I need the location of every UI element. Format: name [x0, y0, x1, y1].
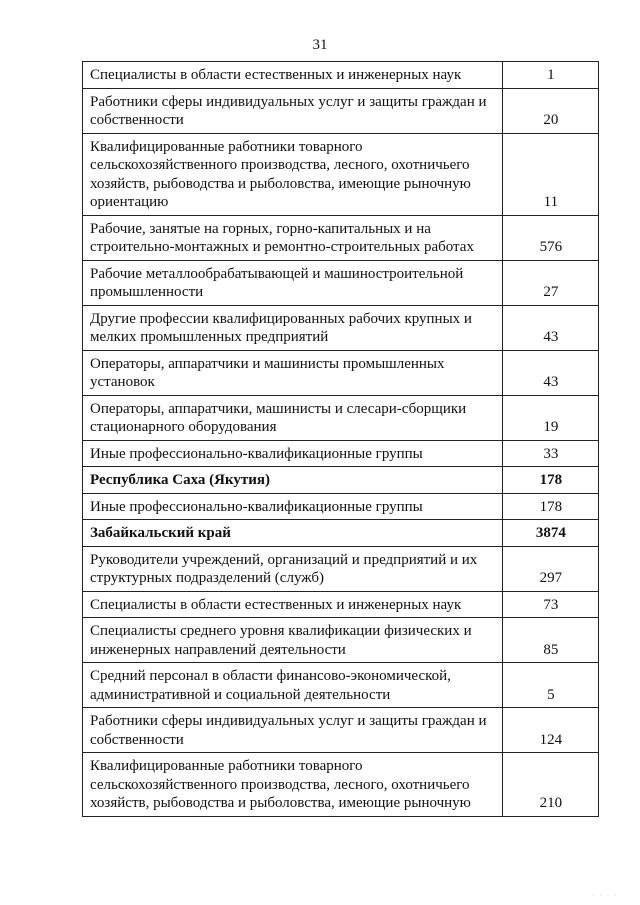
row-value-cell [502, 305, 598, 350]
row-label-cell [83, 350, 503, 395]
row-label-cell [83, 395, 503, 440]
occupation-group-label: Другие профессии квалифицированных рабочих крупных и мелких промышленных предприятий [90, 310, 472, 345]
occupation-count: 19 [543, 419, 559, 435]
row-value-cell [502, 618, 598, 663]
table-row [83, 591, 599, 618]
row-value-cell [502, 133, 598, 215]
occupation-count: 178 [539, 498, 563, 515]
occupation-group-label: Иные профессионально-квалификационные группы [90, 498, 423, 515]
occupation-count: 33 [543, 445, 559, 462]
occupation-group-label: Рабочие, занятые на горных, горно-капитальных и на строительно-монтажных и ремонтно-строительных работах [90, 220, 474, 255]
occupation-group-label: Иные профессионально-квалификационные группы [90, 445, 423, 462]
row-value-cell [502, 395, 598, 440]
occupation-count: 43 [543, 374, 559, 390]
occupation-count: 11 [543, 194, 559, 210]
row-label-cell [83, 546, 503, 591]
table-row [83, 215, 599, 260]
region-total: 178 [539, 472, 563, 488]
occupation-table [82, 61, 599, 817]
occupation-count: 576 [539, 239, 563, 255]
table-row [83, 440, 599, 467]
row-value-cell [502, 663, 598, 708]
occupation-group-label: Специалисты в области естественных и инженерных наук [90, 596, 462, 613]
row-label-cell [83, 493, 503, 520]
region-row [83, 467, 599, 494]
occupation-count: 297 [539, 570, 563, 586]
table-row [83, 395, 599, 440]
table-row [83, 305, 599, 350]
table-body [83, 62, 599, 817]
row-value-cell [502, 467, 598, 494]
table-row [83, 260, 599, 305]
row-label-cell [83, 591, 503, 618]
row-label-cell [83, 133, 503, 215]
row-label-cell [83, 708, 503, 753]
row-value-cell [502, 350, 598, 395]
table-row [83, 62, 599, 89]
region-total: 3874 [535, 525, 566, 541]
occupation-count: 27 [543, 284, 559, 300]
occupation-group-label: Средний персонал в области финансово-экономической, административной и социальной деятельности [90, 668, 451, 703]
row-label-cell [83, 305, 503, 350]
row-value-cell [502, 260, 598, 305]
occupation-count: 85 [543, 641, 559, 658]
row-value-cell [502, 753, 598, 817]
table-row [83, 546, 599, 591]
row-label-cell [83, 520, 503, 547]
row-label-cell [83, 663, 503, 708]
occupation-group-label: Работники сферы индивидуальных услуг и защиты граждан и собственности [90, 93, 487, 128]
occupation-group-label: Работники сферы индивидуальных услуг и защиты граждан и собственности [90, 713, 487, 748]
occupation-group-label: Операторы, аппаратчики, машинисты и слесари-сборщики стационарного оборудования [90, 400, 467, 435]
row-value-cell [502, 62, 598, 89]
row-value-cell [502, 546, 598, 591]
region-name: Забайкальский край [90, 525, 231, 541]
occupation-count: 43 [543, 329, 559, 345]
row-label-cell [83, 88, 503, 133]
row-value-cell [502, 591, 598, 618]
region-row [83, 520, 599, 547]
table-row [83, 88, 599, 133]
region-name: Республика Саха (Якутия) [90, 472, 271, 488]
row-value-cell [502, 440, 598, 467]
row-label-cell [83, 467, 503, 494]
row-label-cell [83, 440, 503, 467]
table-row [83, 618, 599, 663]
row-value-cell [502, 708, 598, 753]
scan-specks: · · · · [592, 893, 619, 899]
row-value-cell [502, 88, 598, 133]
table-row [83, 663, 599, 708]
row-label-cell [83, 260, 503, 305]
occupation-count: 20 [543, 112, 559, 128]
table-row [83, 350, 599, 395]
table-row [83, 493, 599, 520]
row-value-cell [502, 520, 598, 547]
occupation-group-label: Квалифицированные работники товарного сельскохозяйственного производства, лесного, охотничьего хозяйств, рыбоводства и рыболовства, имеющие рыночную ориентацию [90, 138, 471, 210]
occupation-count: 210 [539, 795, 563, 811]
occupation-group-label: Рабочие металлообрабатывающей и машиностроительной промышленности [90, 265, 464, 300]
occupation-group-label: Специалисты в области естественных и инженерных наук [90, 67, 462, 83]
occupation-group-label: Операторы, аппаратчики и машинисты промышленных установок [90, 355, 445, 390]
row-value-cell [502, 493, 598, 520]
row-value-cell [502, 215, 598, 260]
row-label-cell [83, 215, 503, 260]
page-number: 31 [312, 37, 328, 53]
table-row [83, 708, 599, 753]
row-label-cell [83, 62, 503, 89]
occupation-count: 5 [547, 686, 555, 703]
row-label-cell [83, 618, 503, 663]
table-row [83, 753, 599, 817]
occupation-count: 124 [539, 731, 563, 748]
table-row [83, 133, 599, 215]
row-label-cell [83, 753, 503, 817]
occupation-group-label: Руководители учреждений, организаций и предприятий и их структурных подразделений (служб) [90, 551, 478, 586]
occupation-group-label: Квалифицированные работники товарного сельскохозяйственного производства, лесного, охотничьего хозяйств, рыбоводства и рыболовства, имеющие рыночную [90, 758, 471, 811]
occupation-group-label: Специалисты среднего уровня квалификации физических и инженерных направлений деятельности [90, 623, 472, 658]
occupation-count: 73 [543, 596, 559, 613]
occupation-count: 1 [547, 67, 555, 83]
